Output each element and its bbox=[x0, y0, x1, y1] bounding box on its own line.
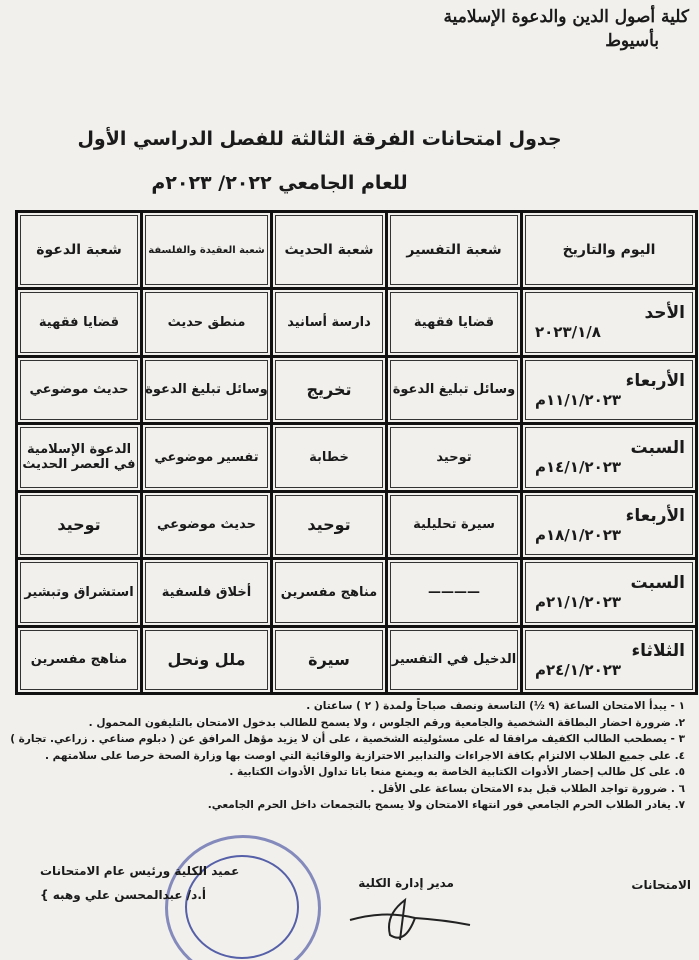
header-day-date: اليوم والتاريخ bbox=[522, 212, 697, 289]
day-cell bbox=[522, 356, 697, 424]
note-item: ٦ . ضرورة تواجد الطلاب قبل بدء الامتحان بساعة على الأقل . bbox=[370, 782, 685, 795]
table-header-row bbox=[17, 212, 697, 289]
exams-signature-label: الامتحانات bbox=[631, 878, 691, 892]
dawah-cell: مناهج مفسرين bbox=[17, 626, 142, 694]
note-item: ٣ - يصطحب الطالب الكفيف مرافقا له على مسئوليته الشخصية ، على أن لا يزيد مؤهل المرافق عن ( دبلوم صناعي . زراعي. تجارة ) bbox=[10, 733, 685, 745]
tafsir-cell: وسائل تبليغ الدعوة bbox=[387, 356, 522, 424]
document-subtitle: للعام الجامعي ٢٠٢٢/ ٢٠٢٣م bbox=[151, 172, 408, 194]
tafsir-cell: سيرة تحليلية bbox=[387, 491, 522, 559]
table-row bbox=[17, 626, 697, 694]
day-name: السبت bbox=[630, 573, 685, 594]
dean-title: عميد الكلية ورئيس عام الامتحانات bbox=[40, 864, 240, 878]
aqeedah-cell: أخلاق فلسفية bbox=[142, 559, 272, 627]
hadith-cell: تخريج bbox=[272, 356, 387, 424]
day-date: ٢٠٢٣/١/٨ bbox=[535, 323, 601, 342]
tafsir-cell: قضايا فقهية bbox=[387, 289, 522, 357]
day-name: الأحد bbox=[644, 303, 685, 324]
dawah-cell: استشراق وتبشير bbox=[17, 559, 142, 627]
day-cell bbox=[522, 289, 697, 357]
note-item: ٥. على كل طالب إحضار الأدوات الكتابية الخاصة به ويمنع منعا باتا تداول الأدوات الكتابية . bbox=[229, 766, 685, 778]
aqeedah-cell: حديث موضوعي bbox=[142, 491, 272, 559]
table-row bbox=[17, 559, 697, 627]
aqeedah-cell: تفسير موضوعي bbox=[142, 424, 272, 492]
dawah-cell: توحيد bbox=[17, 491, 142, 559]
aqeedah-cell: وسائل تبليغ الدعوة bbox=[142, 356, 272, 424]
day-cell bbox=[522, 626, 697, 694]
day-name: السبت bbox=[630, 438, 685, 459]
dawah-cell: حديث موضوعي bbox=[17, 356, 142, 424]
aqeedah-cell: ملل ونحل bbox=[142, 626, 272, 694]
day-date: ١٤/١/٢٠٢٣م bbox=[535, 458, 622, 477]
hadith-cell: دارسة أسانيد bbox=[272, 289, 387, 357]
note-item: ١ - يبدأ الامتحان الساعة (٩ ½) التاسعة ونصف صباحاً ولمدة ( ٢ ) ساعتان . bbox=[306, 700, 685, 712]
schedule-table bbox=[15, 210, 698, 695]
table-row bbox=[17, 491, 697, 559]
day-date: ٢١/١/٢٠٢٣م bbox=[535, 593, 622, 612]
day-cell bbox=[522, 491, 697, 559]
table-row bbox=[17, 289, 697, 357]
header-hadith: شعبة الحديث bbox=[272, 212, 387, 289]
tafsir-cell: الدخيل في التفسير bbox=[387, 626, 522, 694]
document-title: جدول امتحانات الفرقة الثالثة للفصل الدراسي الأول bbox=[77, 128, 562, 150]
admin-signature-scribble bbox=[345, 890, 475, 950]
note-item: ٧. يغادر الطلاب الحرم الجامعي فور انتهاء الامتحان ولا يسمح بالتجمعات داخل الحرم الجامعي. bbox=[207, 799, 685, 811]
dawah-cell: الدعوة الإسلامية في العصر الحديث bbox=[17, 424, 142, 492]
note-item: ٤. على جميع الطلاب الالتزام بكافة الاجراءات والتدابير الاحترازية والوقائية التي اوصت بها وزارة الصحة حرصا على سلامتهم . bbox=[45, 749, 685, 762]
college-name: كلية أصول الدين والدعوة الإسلامية bbox=[443, 7, 689, 27]
tafsir-cell: توحيد bbox=[387, 424, 522, 492]
day-date: ١٨/١/٢٠٢٣م bbox=[535, 525, 622, 544]
table-row bbox=[17, 424, 697, 492]
tafsir-cell: ———— bbox=[387, 559, 522, 627]
letterhead bbox=[439, 5, 689, 53]
day-cell bbox=[522, 424, 697, 492]
day-cell bbox=[522, 559, 697, 627]
day-date: ١١/١/٢٠٢٣م bbox=[535, 390, 622, 409]
dawah-cell: قضايا فقهية bbox=[17, 289, 142, 357]
header-aqeedah: شعبة العقيدة والفلسفة bbox=[142, 212, 272, 289]
header-dawah: شعبة الدعوة bbox=[17, 212, 142, 289]
exam-instructions bbox=[5, 698, 685, 814]
hadith-cell: سيرة bbox=[272, 626, 387, 694]
hadith-cell: خطابة bbox=[272, 424, 387, 492]
aqeedah-cell: منطق حديث bbox=[142, 289, 272, 357]
table-row bbox=[17, 356, 697, 424]
day-date: ٢٤/١/٢٠٢٣م bbox=[535, 660, 622, 679]
admin-signature-label: مدير إدارة الكلية bbox=[358, 876, 454, 890]
day-name: الأربعاء bbox=[625, 505, 685, 526]
day-name: الأربعاء bbox=[625, 370, 685, 391]
dean-name: أ.د/ عبدالمحسن علي وهبه } bbox=[40, 888, 207, 902]
college-city: بأسيوط bbox=[605, 31, 659, 51]
hadith-cell: مناهج مفسرين bbox=[272, 559, 387, 627]
hadith-cell: توحيد bbox=[272, 491, 387, 559]
day-name: الثلاثاء bbox=[631, 640, 685, 661]
note-item: ٢. ضرورة احضار البطاقة الشخصية والجامعية ورقم الجلوس ، ولا يسمح للطالب بدخول الامتحان بالتليفون المحمول . bbox=[88, 716, 685, 729]
header-tafsir: شعبة التفسير bbox=[387, 212, 522, 289]
